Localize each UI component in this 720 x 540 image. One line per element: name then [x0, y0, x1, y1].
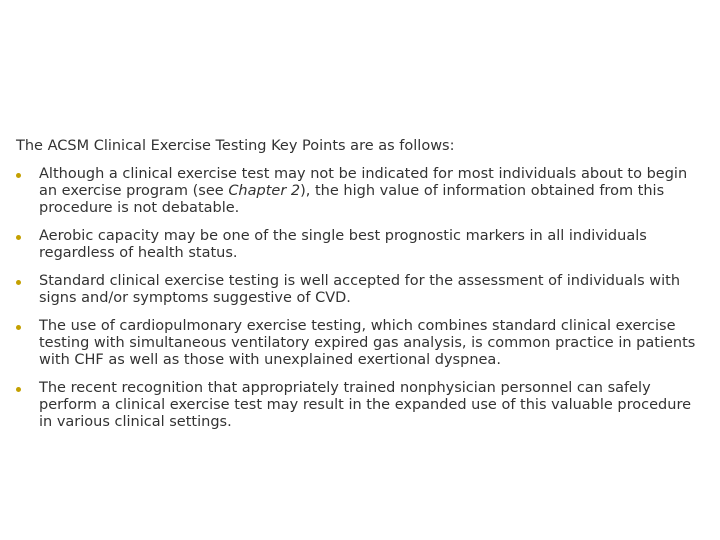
key-point-text: Standard clinical exercise testing is well accepted for the assessment of individuals with signs and/or symptoms suggestive of CVD. — [39, 273, 681, 306]
bullet-icon — [16, 387, 21, 392]
bullet-icon — [16, 280, 21, 285]
key-point-5 — [16, 380, 706, 431]
key-point-4 — [16, 318, 706, 369]
key-point-text: Aerobic capacity may be one of the single best prognostic markers in all individuals regardless of health status. — [39, 228, 647, 261]
slide-content — [16, 137, 706, 442]
key-point-text: ), the high value of information obtained from this procedure is not debatable. — [39, 183, 665, 216]
key-point-2 — [16, 228, 706, 262]
key-point-text: The use of cardiopulmonary exercise testing, which combines standard clinical exercise testing with simultaneous ventilatory expired gas analysis, is common practice in patients with CHF as well as those with unexplained exertional dyspnea. — [39, 318, 696, 368]
key-point-3 — [16, 273, 706, 307]
key-points-list — [16, 166, 706, 431]
chapter-reference: Chapter 2 — [228, 183, 301, 199]
bullet-icon — [16, 173, 21, 178]
bullet-icon — [16, 235, 21, 240]
intro-text: The ACSM Clinical Exercise Testing Key Points are as follows: — [16, 138, 455, 154]
key-point-1 — [16, 166, 706, 217]
bullet-icon — [16, 325, 21, 330]
key-point-text: Although a clinical exercise test may not be indicated for most individuals about to begin an exercise program (see — [39, 166, 688, 199]
key-point-text: The recent recognition that appropriately trained nonphysician personnel can safely perform a clinical exercise test may result in the expanded use of this valuable procedure in various clinical settings. — [39, 380, 692, 430]
